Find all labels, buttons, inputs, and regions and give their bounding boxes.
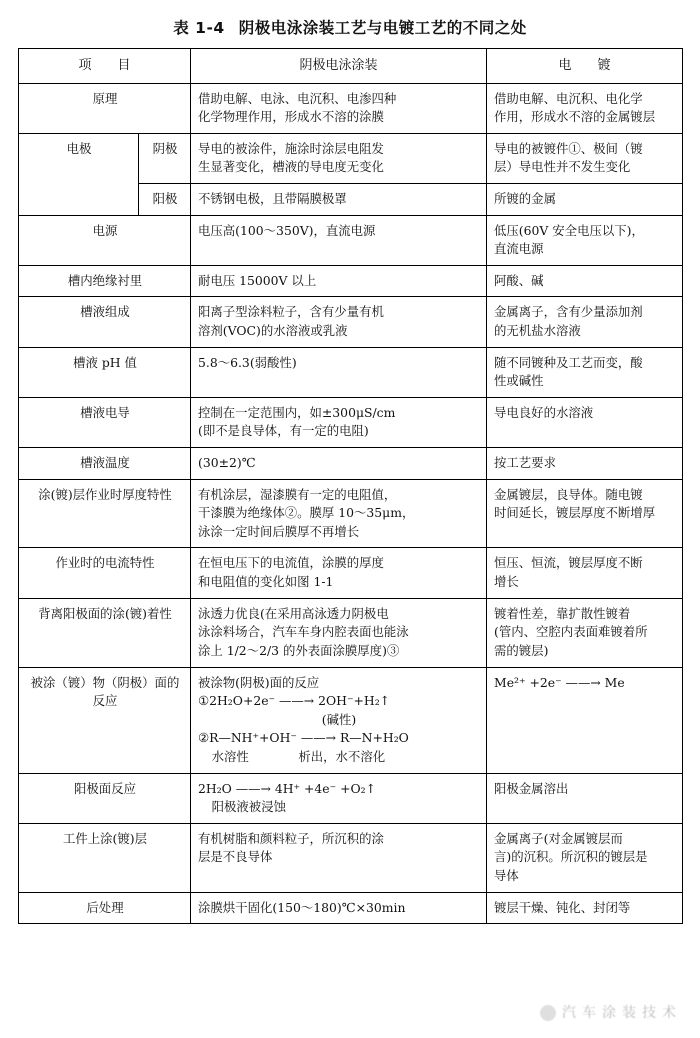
cell-a-bath-ph: 5.8～6.3(弱酸性) bbox=[191, 347, 487, 397]
header-col-a: 阴极电泳涂装 bbox=[191, 49, 487, 84]
row-sublabel-anode: 阳极 bbox=[139, 183, 191, 215]
watermark-logo-icon bbox=[540, 1005, 556, 1021]
cell-b-cathode: 导电的被镀件①、极间（镀 层）导电性并不发生变化 bbox=[487, 133, 683, 183]
row-label-current-characteristics: 作业时的电流特性 bbox=[19, 548, 191, 598]
cell-b-bath-conductivity: 导电良好的水溶液 bbox=[487, 397, 683, 447]
comparison-table bbox=[18, 48, 683, 924]
row-label-post-treatment: 后处理 bbox=[19, 892, 191, 924]
table-row bbox=[19, 548, 683, 598]
row-label-power: 电源 bbox=[19, 215, 191, 265]
cell-a-power: 电压高(100～350V)，直流电源 bbox=[191, 215, 487, 265]
cell-b-principle: 借助电解、电沉积、电化学 作用，形成水不溶的金属镀层 bbox=[487, 83, 683, 133]
header-item: 项 目 bbox=[19, 49, 191, 84]
cell-b-power: 低压(60V 安全电压以下)， 直流电源 bbox=[487, 215, 683, 265]
table-row bbox=[19, 773, 683, 823]
cell-a-bath-temperature: (30±2)℃ bbox=[191, 448, 487, 480]
cell-b-bath-ph: 随不同镀种及工艺而变，酸 性或碱性 bbox=[487, 347, 683, 397]
cell-a-cathode: 导电的被涂件，施涂时涂层电阻发 生显著变化，槽液的导电度无变化 bbox=[191, 133, 487, 183]
table-row bbox=[19, 297, 683, 347]
row-label-bath-temperature: 槽液温度 bbox=[19, 448, 191, 480]
cell-a-post-treatment: 涂膜烘干固化(150～180)℃×30min bbox=[191, 892, 487, 924]
cell-b-throwing-power: 镀着性差，靠扩散性镀着 (管内、空腔内表面难镀着所 需的镀层) bbox=[487, 598, 683, 667]
row-label-throwing-power: 背离阳极面的涂(镀)着性 bbox=[19, 598, 191, 667]
table-row bbox=[19, 133, 683, 183]
row-sublabel-cathode: 阴极 bbox=[139, 133, 191, 183]
table-row bbox=[19, 667, 683, 773]
cell-b-post-treatment: 镀层干燥、钝化、封闭等 bbox=[487, 892, 683, 924]
table-row bbox=[19, 83, 683, 133]
row-label-bath-conductivity: 槽液电导 bbox=[19, 397, 191, 447]
watermark bbox=[382, 1002, 682, 1032]
table-title bbox=[18, 16, 682, 38]
row-label-bath-ph: 槽液 pH 值 bbox=[19, 347, 191, 397]
cell-a-anode: 不锈钢电极，且带隔膜极罩 bbox=[191, 183, 487, 215]
cell-b-anode-reaction: 阳极金属溶出 bbox=[487, 773, 683, 823]
table-row bbox=[19, 823, 683, 892]
table-row bbox=[19, 347, 683, 397]
table-row bbox=[19, 215, 683, 265]
table-row bbox=[19, 265, 683, 297]
table-row bbox=[19, 598, 683, 667]
cell-b-thickness: 金属镀层，良导体。随电镀 时间延长，镀层厚度不断增厚 bbox=[487, 479, 683, 548]
cell-a-thickness: 有机涂层，湿漆膜有一定的电阻值， 干漆膜为绝缘体②。膜厚 10～35μm， 泳涂一定时间后膜厚不再增长 bbox=[191, 479, 487, 548]
watermark-text: 汽车涂装技术 bbox=[562, 1005, 682, 1021]
row-label-tank-lining: 槽内绝缘衬里 bbox=[19, 265, 191, 297]
cell-a-tank-lining: 耐电压 15000V 以上 bbox=[191, 265, 487, 297]
table-row bbox=[19, 479, 683, 548]
header-col-b: 电 镀 bbox=[487, 49, 683, 84]
row-label-deposited-layer: 工件上涂(镀)层 bbox=[19, 823, 191, 892]
cell-a-anode-reaction: 2H₂O ——→ 4H⁺ +4e⁻ +O₂↑ 阳极液被浸蚀 bbox=[191, 773, 487, 823]
row-label-thickness-characteristics: 涂(镀)层作业时厚度特性 bbox=[19, 479, 191, 548]
cell-b-bath-temperature: 按工艺要求 bbox=[487, 448, 683, 480]
cell-b-cathode-reaction: Me²⁺ +2e⁻ ——→ Me bbox=[487, 667, 683, 773]
table-header-row bbox=[19, 49, 683, 84]
row-label-principle: 原理 bbox=[19, 83, 191, 133]
table-row bbox=[19, 397, 683, 447]
cell-b-deposited-layer: 金属离子(对金属镀层而 言)的沉积。所沉积的镀层是 导体 bbox=[487, 823, 683, 892]
cell-a-current: 在恒电压下的电流值，涂膜的厚度 和电阻值的变化如图 1-1 bbox=[191, 548, 487, 598]
cell-b-current: 恒压、恒流，镀层厚度不断 增长 bbox=[487, 548, 683, 598]
row-label-cathode-reaction: 被涂（镀）物（阴极）面的反应 bbox=[19, 667, 191, 773]
table-caption: 阴极电泳涂装工艺与电镀工艺的不同之处 bbox=[238, 19, 527, 37]
cell-a-bath-composition: 阳离子型涂料粒子，含有少量有机 溶剂(VOC)的水溶液或乳液 bbox=[191, 297, 487, 347]
cell-a-deposited-layer: 有机树脂和颜料粒子，所沉积的涂 层是不良导体 bbox=[191, 823, 487, 892]
table-row bbox=[19, 448, 683, 480]
table-row bbox=[19, 892, 683, 924]
cell-a-cathode-reaction: 被涂物(阴极)面的反应 ①2H₂O+2e⁻ ——→ 2OH⁻+H₂↑ (碱性) ②R—NH⁺+OH⁻ ——→ R—N+H₂O 水溶性 析出，水不溶化 bbox=[191, 667, 487, 773]
cell-a-principle: 借助电解、电泳、电沉积、电渗四种 化学物理作用，形成水不溶的涂膜 bbox=[191, 83, 487, 133]
row-label-anode-reaction: 阳极面反应 bbox=[19, 773, 191, 823]
cell-b-bath-composition: 金属离子，含有少量添加剂 的无机盐水溶液 bbox=[487, 297, 683, 347]
cell-b-tank-lining: 阿酸、碱 bbox=[487, 265, 683, 297]
cell-b-anode: 所镀的金属 bbox=[487, 183, 683, 215]
table-number: 表 1-4 bbox=[173, 19, 225, 37]
cell-a-throwing-power: 泳透力优良(在采用高泳透力阴极电 泳涂料场合，汽车车身内腔表面也能泳 涂上 1/2～2/3 的外表面涂膜厚度)③ bbox=[191, 598, 487, 667]
row-label-electrode: 电极 bbox=[19, 133, 139, 215]
row-label-bath-composition: 槽液组成 bbox=[19, 297, 191, 347]
cell-a-bath-conductivity: 控制在一定范围内，如±300μS/cm (即不是良导体，有一定的电阻) bbox=[191, 397, 487, 447]
